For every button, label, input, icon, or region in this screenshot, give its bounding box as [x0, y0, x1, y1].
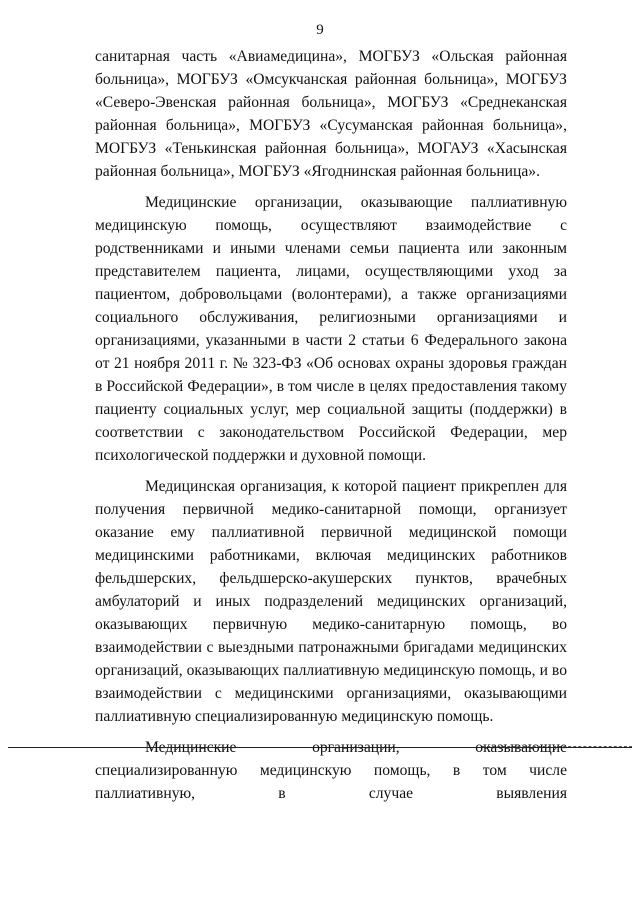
paragraph-interaction: Медицинские организации, оказывающие паллиативную медицинскую помощь, осуществляют взаимодействие с родственниками и иными членами семьи пациента или законным представителем пациента, лицами, осуществляющими уход за пациентом, добровольцами (волонтерами), а также организациями социального обслуживания, религиозными организациями и организациями, указанными в части 2 статьи 6 Федерального закона от 21 ноября 2011 г. № 323-ФЗ «Об основах охраны здоровья граждан в Российской Федерации», в том числе в целях предоставления такому пациенту социальных услуг, мер социальной защиты (поддержки) в соответствии с законодательством Российской Федерации, мер психологической поддержки и духовной помощи.: [95, 194, 567, 464]
page-number: 9: [316, 22, 324, 38]
paragraph-specialized-care: Медицинские организации, оказывающие специализированную медицинскую помощь, в том числе паллиативную, в случае выявления: [95, 739, 567, 802]
page-bottom-rule: [8, 747, 632, 748]
paragraph-primary-care: Медицинская организация, к которой пациент прикреплен для получения первичной медико-санитарной помощи, организует оказание ему паллиативной первичной медицинской помощи медицинскими работниками, включая медицинских работников фельдшерских, фельдшерско-акушерских пунктов, врачебных амбулаторий и иных подразделений медицинских организаций, оказывающих первичную медико-санитарную помощь, во взаимодействии с выездными патронажными бригадами медицинских организаций, оказывающих паллиативную медицинскую помощь, и во взаимодействии с медицинскими организациями, оказывающими паллиативную специализированную медицинскую помощь.: [95, 478, 567, 725]
document-body: [95, 45, 567, 805]
paragraph-continuation: санитарная часть «Авиамедицина», МОГБУЗ «Ольская районная больница», МОГБУЗ «Омсукчанская районная больница», МОГБУЗ «Северо-Эвенская районная больница», МОГБУЗ «Среднеканская районная больница», МОГБУЗ «Сусуманская районная больница», МОГБУЗ «Тенькинская районная больница», МОГАУЗ «Хасынская районная больница», МОГБУЗ «Ягоднинская районная больница».: [95, 48, 567, 180]
